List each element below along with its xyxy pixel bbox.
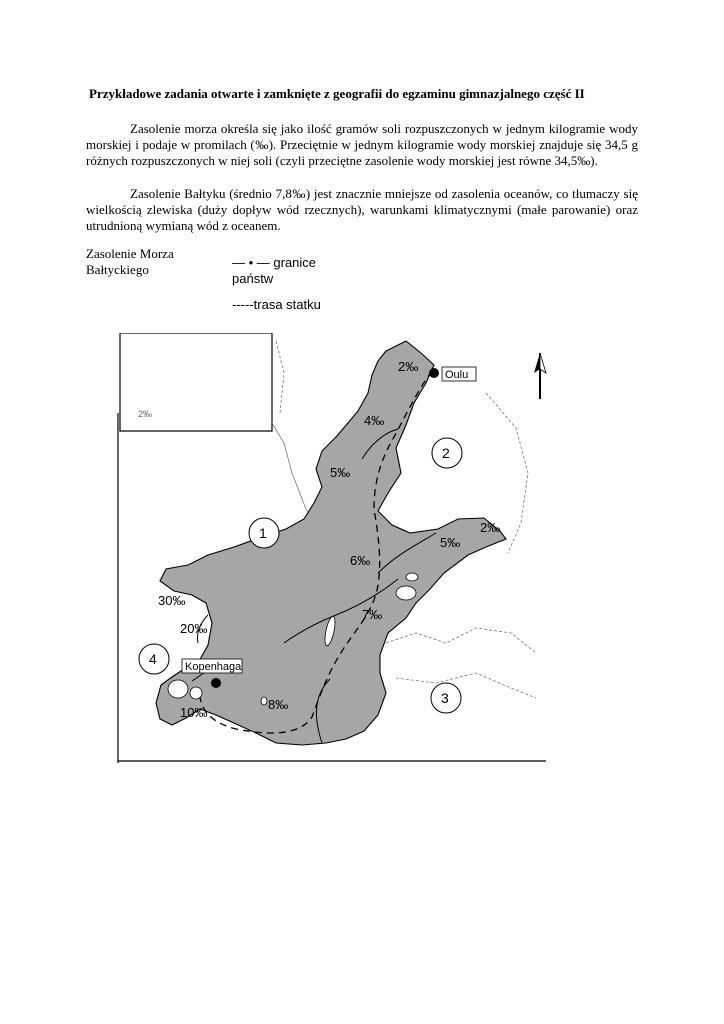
paragraph-salinity-definition: Zasolenie morza określa się jako ilość gramów soli rozpuszczonych w jednym kilogramie wody morskiej i podaje w promilach (‰). Przeciętnie w jednym kilogramie wody morskiej znajduje się 34,5 g różnych rozpuszczonych w niej soli (czyli przeciętne zasolenie wody morskiej jest równe 34,5‰). xyxy=(86,121,638,168)
salinity-label-skagerrak: 30‰ xyxy=(158,593,186,608)
region-number-4: 4 xyxy=(149,651,157,667)
island-zealand xyxy=(168,680,188,698)
border-east xyxy=(386,628,536,653)
salinity-label-gulf-finland-east: 2‰ xyxy=(480,520,501,535)
city-marker-kopenhaga xyxy=(211,678,221,688)
salinity-label-north-bothnian-sea: 4‰ xyxy=(364,413,385,428)
border-north-scandinavia xyxy=(276,341,284,413)
salinity-label-south-baltic: 8‰ xyxy=(268,697,289,712)
region-number-1: 1 xyxy=(259,525,267,541)
map-caption: Zasolenie Morza Bałtyckiego xyxy=(86,246,174,277)
island-aland xyxy=(396,586,416,600)
salinity-label-kattegat: 20‰ xyxy=(180,621,208,636)
region-number-3: 3 xyxy=(441,690,449,706)
inset-label: 2‰ xyxy=(138,409,153,419)
legend-ship-route: -----trasa statku xyxy=(232,297,321,312)
paragraph-baltic-salinity: Zasolenie Bałtyku (średnio 7,8‰) jest znacznie mniejsze od zasolenia oceanów, co tłumaczy się wielkością zlewiska (duży dopływ wód rzecznych), warunkami klimatycznymi (małe parowanie) oraz utrudnioną wymianą wód z oceanem. xyxy=(86,186,638,233)
island-bornholm xyxy=(261,697,267,705)
island-small xyxy=(406,573,418,581)
city-label-oulu: Oulu xyxy=(445,369,469,381)
city-marker-oulu xyxy=(429,368,439,378)
north-arrow-icon xyxy=(534,353,546,399)
region-number-2: 2 xyxy=(442,445,450,461)
salinity-label-bothnian-sea: 5‰ xyxy=(330,465,351,480)
border-southeast xyxy=(396,673,536,698)
salinity-label-gulf-finland-west: 5‰ xyxy=(440,535,461,550)
baltic-salinity-map xyxy=(116,333,548,763)
document-title: Przykładowe zadania otwarte i zamknięte z geografii do egzaminu gimnazjalnego część II xyxy=(89,86,585,101)
salinity-label-central-baltic: 7‰ xyxy=(362,607,383,622)
salinity-label-bothnian-bay: 2‰ xyxy=(398,359,419,374)
salinity-label-north-baltic: 6‰ xyxy=(350,553,371,568)
salinity-label-belts: 10‰ xyxy=(180,705,208,720)
city-label-kopenhaga: Kopenhaga xyxy=(185,661,242,673)
legend-borders: — • — granice państw xyxy=(232,255,317,286)
